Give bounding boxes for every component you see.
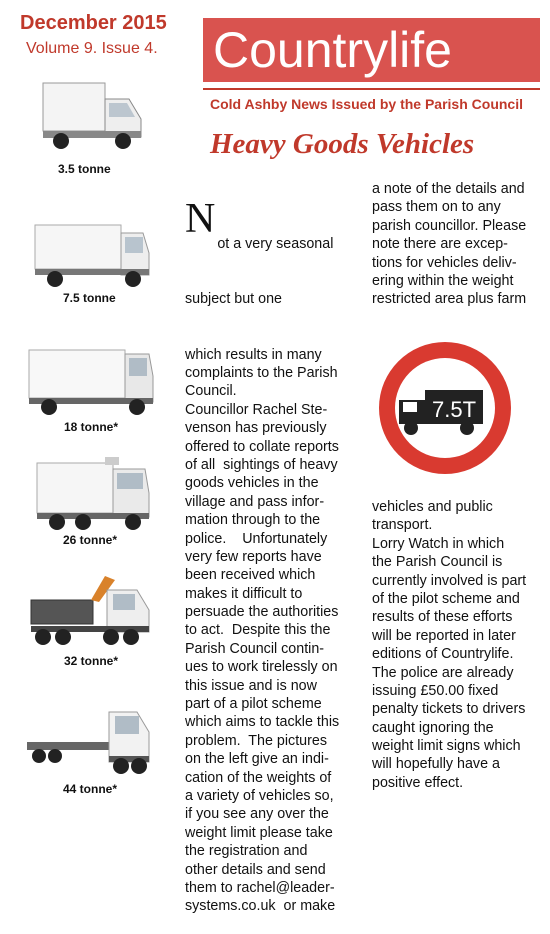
article-line: persuade the authorities [185,604,339,621]
article-line: penalty tickets to drivers [372,701,526,718]
article-line: been received which [185,567,316,584]
article-line: to act. Despite this the [185,622,331,639]
article-line: Lorry Watch in which [372,535,505,552]
article-line: of all sightings of heavy [185,456,338,473]
article-line: on the left give an indi- [185,751,329,768]
article-line: parish councillor. Please [372,217,527,234]
article-line: pass them on to any [372,199,501,216]
article-line: a note of the details and [372,181,525,197]
refrigerated-truck-icon [25,455,155,533]
article-line: weight limit signs which [372,738,521,755]
box-truck-icon [25,213,155,291]
masthead-title: Countrylife [203,18,540,82]
article-line: caught ignoring the [372,719,494,736]
article-line: part of a pilot scheme [185,696,322,713]
article-line: Councillor Rachel Ste- [185,401,328,418]
article-column-2-top [372,180,544,309]
van-truck-icon [25,75,155,157]
article-line: The police are already [372,664,514,681]
article-line: this issue and is now [185,677,317,694]
article-line: restricted area plus farm [372,291,527,308]
article-line: subject but one [185,291,282,308]
article-line: cation of the weights of [185,769,332,786]
article-column-2-bottom [372,498,544,792]
article-line: weight limit please take [185,824,333,841]
article-line: venson has previously [185,420,327,437]
article-line: transport. [372,517,433,534]
article-line: very few reports have [185,548,322,565]
article-line: ot a very seasonal [217,236,334,253]
article-line: problem. The pictures [185,732,327,749]
truck-label: 44 tonne* [63,782,118,796]
sign-weight-text: 7.5T [431,397,477,422]
article-line: editions of Countrylife. [372,646,514,663]
article-line: ues to work tirelessly on [185,659,338,676]
article-line: Council. [185,383,237,400]
article-column-1 [185,180,365,934]
article-line: will be reported in later [372,627,516,644]
article-title: Heavy Goods Vehicles [210,128,475,160]
article-line: which results in many [185,346,322,363]
articulated-truck-icon [25,702,155,778]
article-line: tions for vehicles deliv- [372,254,517,271]
article-line: the registration and [185,843,308,860]
article-line: systems.co.uk or make [185,898,336,915]
truck-label: 18 tonne* [64,420,119,434]
article-line: if you see any over the [185,806,329,823]
truck-label: 3.5 tonne [58,162,111,176]
article-line: ering within the weight [372,272,514,289]
rigid-truck-icon [25,340,155,418]
article-line: vehicles and public [372,499,493,515]
article-line: makes it difficult to [185,585,303,602]
article-line: offered to collate reports [185,438,339,455]
issue-date: December 2015 [20,12,167,34]
article-line: other details and send [185,861,326,878]
truck-label: 26 tonne* [63,533,118,547]
article-line: results of these efforts [372,609,513,626]
article-line: will hopefully have a [372,756,500,773]
article-line: mation through to the [185,512,321,529]
article-line: them to rachel@leader- [185,879,335,896]
article-line: positive effect. [372,774,464,791]
tipper-crane-truck-icon [25,570,155,650]
header-rule [203,88,540,90]
article-line: goods vehicles in the [185,475,319,492]
article-line: which aims to tackle this [185,714,340,731]
truck-label: 7.5 tonne [63,291,116,305]
article-line: issuing £50.00 fixed [372,682,499,699]
tagline: Cold Ashby News Issued by the Parish Council [210,96,523,112]
article-line: Parish Council contin- [185,640,325,657]
article-line: note there are excep- [372,236,508,253]
truck-label: 32 tonne* [64,654,119,668]
issue-volume: Volume 9. Issue 4. [26,40,158,57]
article-line: of the pilot scheme and [372,590,520,607]
article-line: currently involved is part [372,572,527,589]
article-line: the Parish Council is [372,554,503,571]
article-line: a variety of vehicles so, [185,788,334,804]
drop-cap: N [185,196,216,243]
article-line: complaints to the Parish [185,365,338,382]
weight-limit-sign-icon [375,338,515,478]
article-line: police. Unfortunately [185,530,328,547]
article-line: village and pass infor- [185,493,325,510]
